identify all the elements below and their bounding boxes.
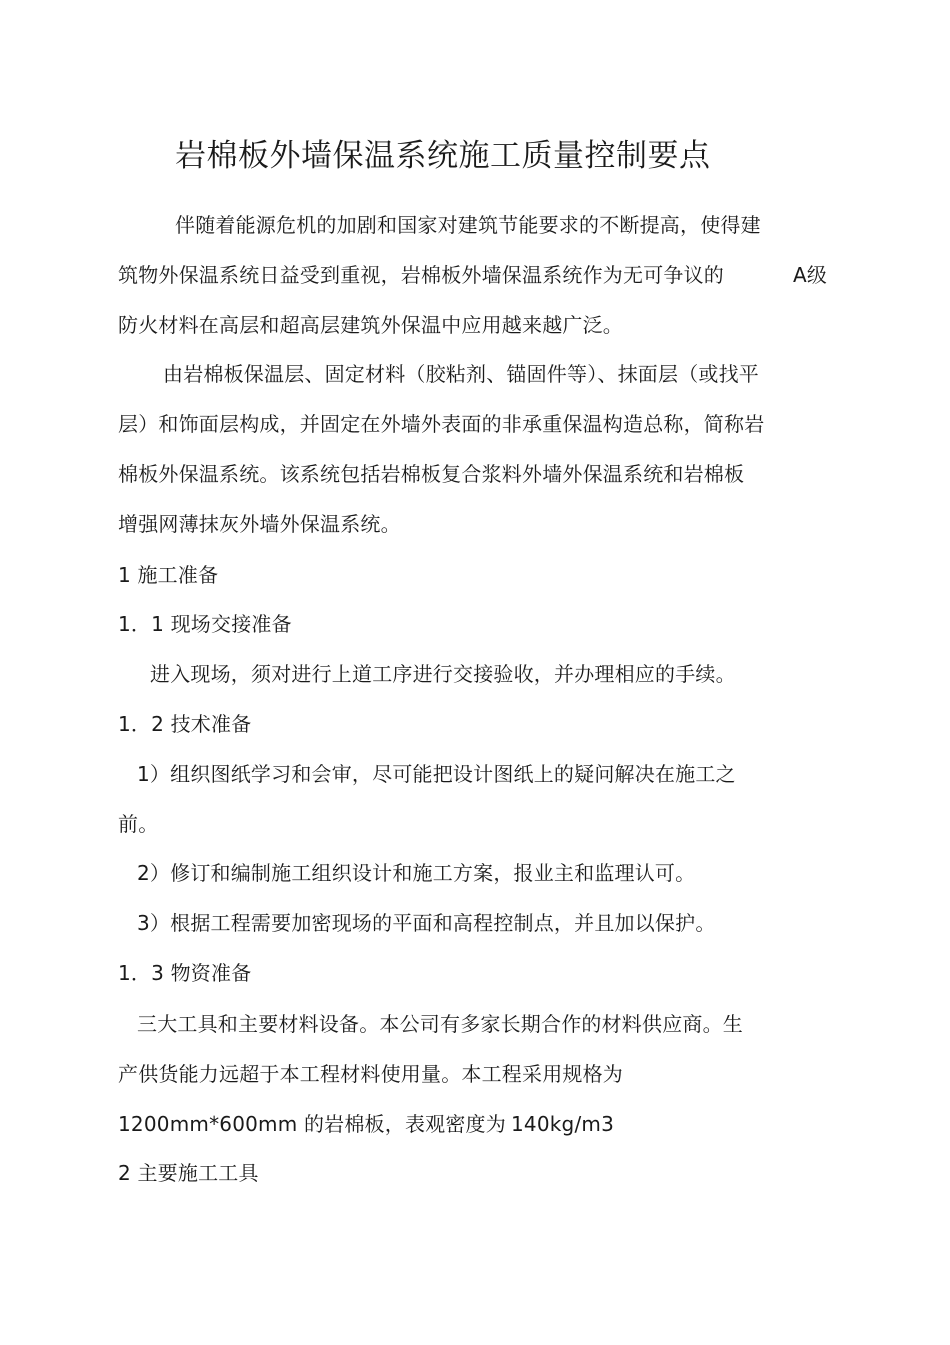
- document-title: 岩棉板外墙保温系统施工质量控制要点: [175, 138, 711, 174]
- definition-line-1: 由岩棉板保温层、固定材料（胶粘剂、锚固件等）、抹面层（或找平: [163, 362, 759, 386]
- intro-line-3: 防火材料在高层和超高层建筑外保温中应用越来越广泛。: [118, 313, 623, 337]
- section-1-2-item-1-line-2: 前。: [118, 812, 159, 836]
- section-1-2-item-3: 3）根据工程需要加密现场的平面和高程控制点，并且加以保护。: [137, 911, 716, 935]
- definition-line-4: 增强网薄抹灰外墙外保温系统。: [118, 512, 401, 536]
- section-1-2-item-1-line-1: 1）组织图纸学习和会审，尽可能把设计图纸上的疑问解决在施工之: [137, 762, 736, 786]
- section-1-3-line-2: 产供货能力远超于本工程材料使用量。本工程采用规格为: [118, 1062, 623, 1086]
- section-1-3-line-3-density: 140kg/m3: [511, 1112, 614, 1136]
- section-1-1-text: 进入现场，须对进行上道工序进行交接验收，并办理相应的手续。: [150, 662, 736, 686]
- section-1-heading: 1 施工准备: [118, 563, 219, 587]
- definition-line-3: 棉板外保温系统。该系统包括岩棉板复合浆料外墙外保温系统和岩棉板: [118, 462, 745, 486]
- section-1-2-heading: 1．2 技术准备: [118, 712, 252, 736]
- section-1-3-line-1: 三大工具和主要材料设备。本公司有多家长期合作的材料供应商。生: [137, 1012, 743, 1036]
- section-1-3-heading: 1．3 物资准备: [118, 961, 252, 985]
- intro-line-1: 伴随着能源危机的加剧和国家对建筑节能要求的不断提高，使得建: [175, 213, 761, 237]
- section-1-3-line-3-spec: 1200mm*600mm 的岩棉板，表观密度为: [118, 1112, 506, 1136]
- definition-line-2: 层）和饰面层构成，并固定在外墙外表面的非承重保温构造总称，简称岩: [118, 412, 765, 436]
- section-2-heading: 2 主要施工工具: [118, 1161, 259, 1185]
- intro-line-2: 筑物外保温系统日益受到重视，岩棉板外墙保温系统作为无可争议的: [118, 263, 724, 287]
- intro-line-2-end: A级: [793, 263, 828, 287]
- section-1-2-item-2: 2）修订和编制施工组织设计和施工方案，报业主和监理认可。: [137, 861, 696, 885]
- section-1-1-heading: 1．1 现场交接准备: [118, 612, 292, 636]
